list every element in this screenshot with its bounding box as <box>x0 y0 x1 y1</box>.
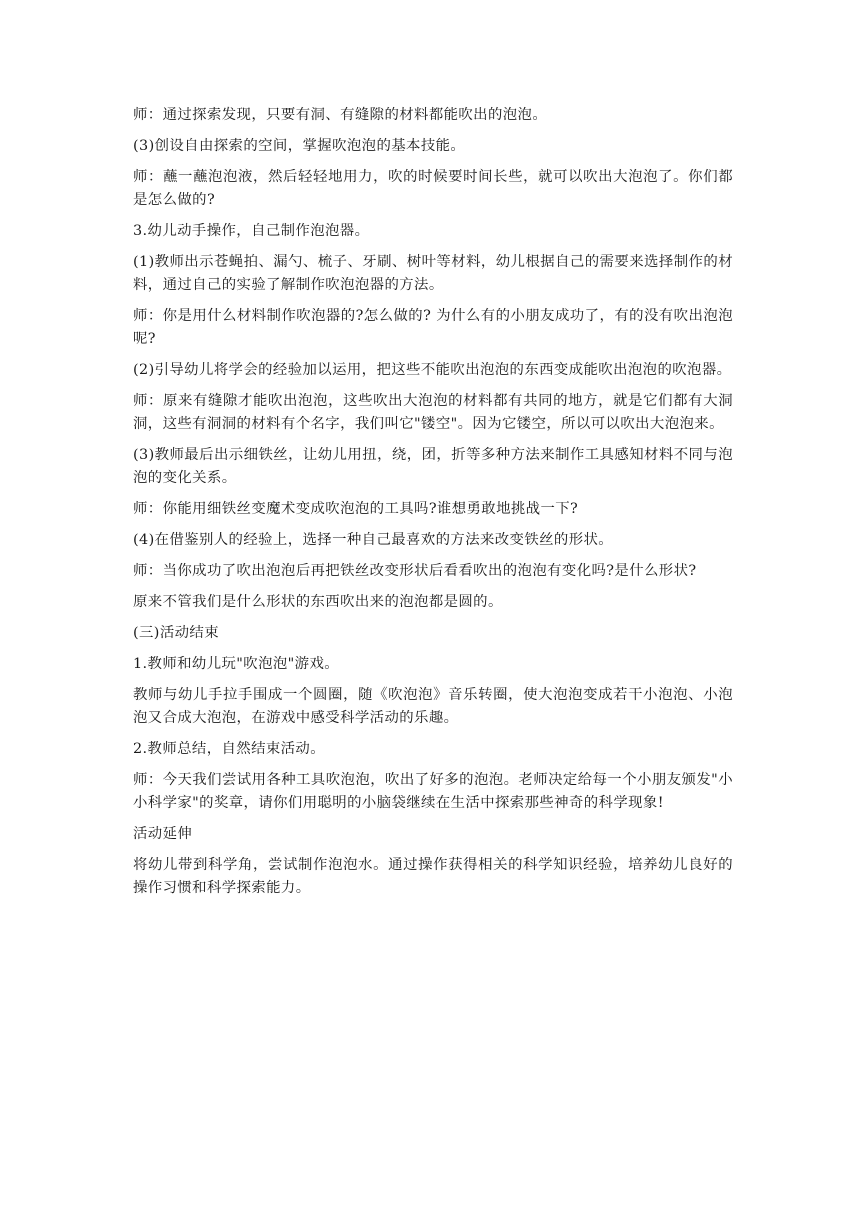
paragraph: 教师与幼儿手拉手围成一个圆圈，随《吹泡泡》音乐转圈，使大泡泡变成若干小泡泡、小泡泡又合成大泡泡，在游戏中感受科学活动的乐趣。 <box>133 687 733 726</box>
paragraph: 师：今天我们尝试用各种工具吹泡泡，吹出了好多的泡泡。老师决定给每一个小朋友颁发"小小科学家"的奖章，请你们用聪明的小脑袋继续在生活中探索那些神奇的科学现象! <box>133 772 733 811</box>
paragraph: 将幼儿带到科学角，尝试制作泡泡水。通过操作获得相关的科学知识经验，培养幼儿良好的操作习惯和科学探索能力。 <box>133 857 733 896</box>
paragraph: (4)在借鉴别人的经验上，选择一种自己最喜欢的方法来改变铁丝的形状。 <box>133 532 614 548</box>
paragraph: 1.教师和幼儿玩"吹泡泡"游戏。 <box>133 656 340 672</box>
paragraph: 师：通过探索发现，只要有洞、有缝隙的材料都能吹出的泡泡。 <box>133 107 548 123</box>
section-heading: 活动延伸 <box>133 826 193 842</box>
paragraph: 3.幼儿动手操作，自己制作泡泡器。 <box>133 223 370 239</box>
paragraph: 师：你能用细铁丝变魔术变成吹泡泡的工具吗?谁想勇敢地挑战一下? <box>133 501 579 517</box>
paragraph: (3)教师最后出示细铁丝，让幼儿用扭，绕，团，折等多种方法来制作工具感知材料不同与泡泡的变化关系。 <box>133 447 733 486</box>
paragraph: (1)教师出示苍蝇拍、漏勺、梳子、牙刷、树叶等材料，幼儿根据自己的需要来选择制作的材料，通过自己的实验了解制作吹泡泡器的方法。 <box>133 254 733 293</box>
paragraph: 原来不管我们是什么形状的东西吹出来的泡泡都是圆的。 <box>133 594 503 610</box>
paragraph: (2)引导幼儿将学会的经验加以运用，把这些不能吹出泡泡的东西变成能吹出泡泡的吹泡器。 <box>133 362 732 378</box>
document-body <box>133 104 733 908</box>
paragraph: 师：当你成功了吹出泡泡后再把铁丝改变形状后看看吹出的泡泡有变化吗?是什么形状? <box>133 563 697 579</box>
paragraph: 师：你是用什么材料制作吹泡器的?怎么做的? 为什么有的小朋友成功了，有的没有吹出泡泡呢? <box>133 308 733 347</box>
paragraph: 2.教师总结，自然结束活动。 <box>133 741 326 757</box>
paragraph: 师：原来有缝隙才能吹出泡泡，这些吹出大泡泡的材料都有共同的地方，就是它们都有大洞洞，这些有洞洞的材料有个名字，我们叫它"镂空"。因为它镂空，所以可以吹出大泡泡来。 <box>133 393 733 432</box>
section-heading: (三)活动结束 <box>133 625 219 641</box>
paragraph: (3)创设自由探索的空间，掌握吹泡泡的基本技能。 <box>133 138 466 154</box>
paragraph: 师：蘸一蘸泡泡液，然后轻轻地用力，吹的时候要时间长些，就可以吹出大泡泡了。你们都是怎么做的? <box>133 169 733 208</box>
